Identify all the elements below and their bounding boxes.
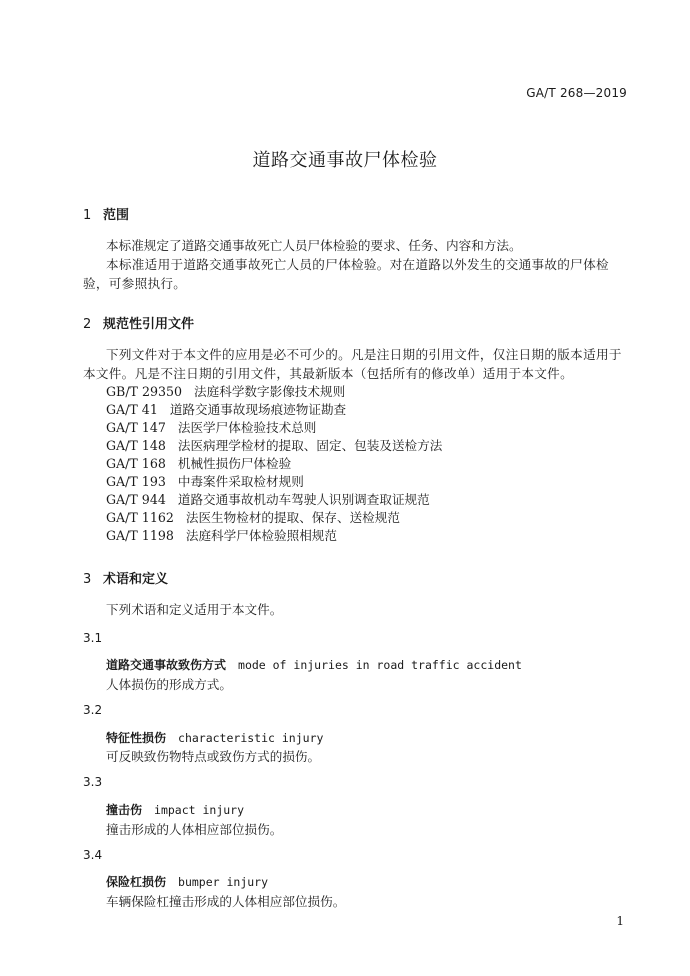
term-entry (106, 729, 323, 746)
reference-title: 法庭科学数字影像技术规则 (194, 384, 346, 399)
paragraph: 下列术语和定义适用于本文件。 (106, 602, 283, 617)
term-english: bumper injury (178, 875, 269, 889)
reference-code: GA/T 147 (106, 420, 166, 435)
reference-item (106, 527, 337, 545)
reference-title: 法医病理学检材的提取、固定、包装及送检方法 (177, 438, 443, 453)
term-chinese: 道路交通事故致伤方式 (106, 658, 227, 672)
section-title: 范围 (103, 208, 130, 223)
reference-item (106, 419, 316, 437)
reference-title: 机械性损伤尸体检验 (177, 456, 292, 471)
clause-number: 3.3 (83, 775, 103, 789)
reference-item (106, 491, 430, 509)
reference-title: 法医学尸体检验技术总则 (177, 420, 317, 435)
section-number: 3 (83, 572, 92, 587)
section-title: 规范性引用文件 (103, 317, 195, 332)
reference-item (106, 455, 291, 473)
reference-code: GA/T 1162 (106, 510, 174, 525)
term-entry (106, 801, 244, 818)
reference-title: 法医生物检材的提取、保存、送检规范 (185, 510, 400, 525)
reference-title: 道路交通事故现场痕迹物证勘查 (169, 402, 347, 417)
section-heading-1 (83, 204, 129, 223)
paragraph: 本标准适用于道路交通事故死亡人员的尸体检验。对在道路以外发生的交通事故的尸体检验，可参照执行。 (83, 257, 609, 291)
reference-code: GA/T 148 (106, 438, 166, 453)
term-definition: 撞击形成的人体相应部位损伤。 (106, 822, 283, 837)
clause-number: 3.1 (83, 631, 103, 645)
term-english: impact injury (154, 803, 245, 817)
reference-title: 道路交通事故机动车驾驶人识别调查取证规范 (177, 492, 430, 507)
paragraph: 下列文件对于本文件的应用是必不可少的。凡是注日期的引用文件，仅注日期的版本适用于本文件。凡是不注日期的引用文件，其最新版本（包括所有的修改单）适用于本文件。 (83, 347, 622, 381)
section-title: 术语和定义 (103, 572, 169, 587)
reference-title: 中毒案件采取检材规则 (177, 474, 304, 489)
term-chinese: 保险杠损伤 (106, 875, 167, 889)
term-definition: 可反映致伤物特点或致伤方式的损伤。 (106, 749, 321, 764)
paragraph: 本标准规定了道路交通事故死亡人员尸体检验的要求、任务、内容和方法。 (106, 238, 522, 253)
reference-item (106, 509, 400, 527)
reference-code: GA/T 168 (106, 456, 166, 471)
section-heading-2 (83, 313, 194, 332)
section-number: 2 (83, 317, 92, 332)
section-heading-3 (83, 568, 168, 587)
reference-code: GA/T 193 (106, 474, 166, 489)
reference-item (106, 401, 346, 419)
term-definition: 人体损伤的形成方式。 (106, 677, 232, 692)
reference-title: 法庭科学尸体检验照相规范 (185, 528, 337, 543)
term-english: mode of injuries in road traffic accident (238, 658, 522, 672)
page-number: 1 (616, 914, 624, 928)
document-title: 道路交通事故尸体检验 (252, 150, 438, 171)
reference-code: GB/T 29350 (106, 384, 183, 399)
clause-number: 3.4 (83, 848, 103, 862)
clause-number: 3.2 (83, 703, 103, 717)
term-definition: 车辆保险杠撞击形成的人体相应部位损伤。 (106, 894, 346, 909)
reference-code: GA/T 1198 (106, 528, 174, 543)
reference-item (106, 473, 304, 491)
standard-code: GA/T 268—2019 (526, 86, 627, 100)
reference-item (106, 437, 442, 455)
reference-item (106, 383, 345, 401)
reference-code: GA/T 41 (106, 402, 158, 417)
section-number: 1 (83, 208, 92, 223)
term-chinese: 撞击伤 (106, 803, 143, 817)
term-english: characteristic injury (178, 731, 324, 745)
term-entry (106, 656, 522, 673)
reference-code: GA/T 944 (106, 492, 166, 507)
term-entry (106, 873, 268, 890)
term-chinese: 特征性损伤 (106, 731, 167, 745)
